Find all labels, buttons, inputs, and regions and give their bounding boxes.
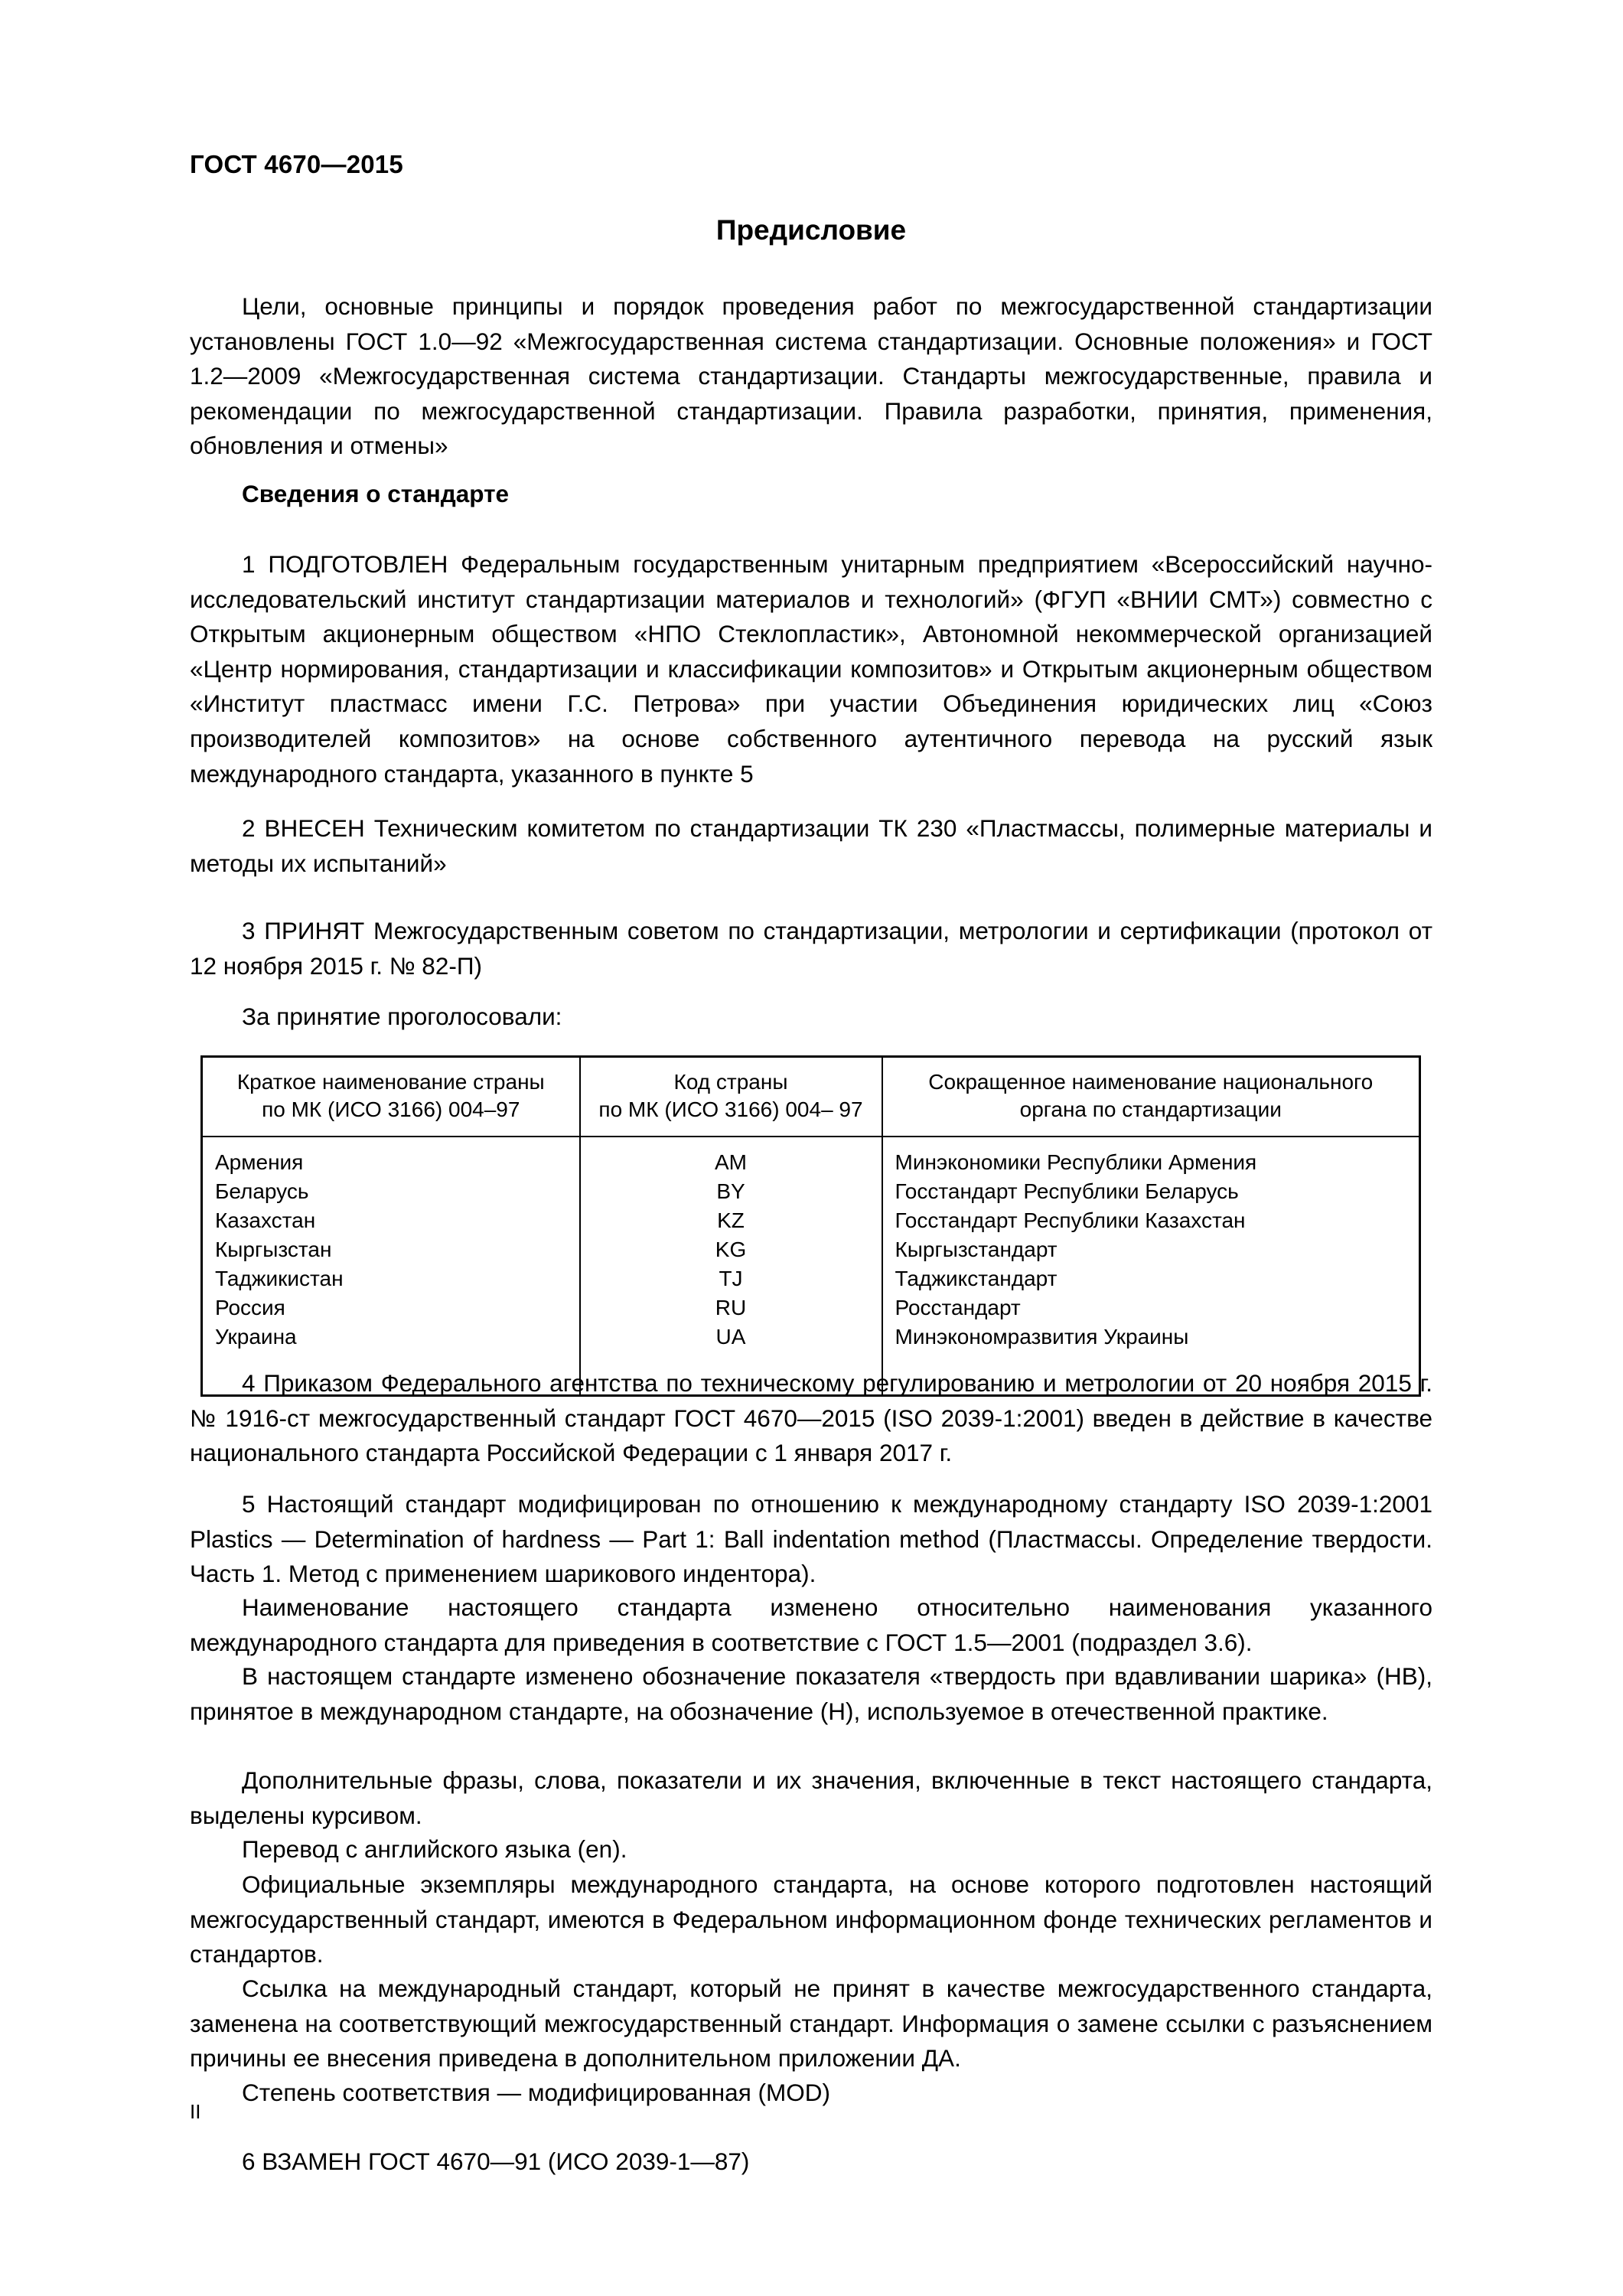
standard-info-item-2: 2 ВНЕСЕН Техническим комитетом по стандартизации ТК 230 «Пластмассы, полимерные материалы и методы их испытаний» (190, 814, 1432, 877)
cell-country: Кыргызстан (202, 1235, 580, 1264)
cell-country: Беларусь (202, 1177, 580, 1206)
cell-body: Госстандарт Республики Казахстан (882, 1206, 1420, 1235)
page-number: II (190, 2100, 201, 2123)
page-title: Предисловие (715, 214, 907, 246)
table-row (202, 1137, 1420, 1177)
intro-paragraph: Цели, основные принципы и порядок проведения работ по межгосударственной стандартизации установлены ГОСТ 1.0—92 «Межгосударственная система стандартизации. Основные положения» и ГОСТ 1.2—2009 «Межгосударственная система стандартизации. Стандарты межгосударственные, правила и рекомендации по межгосударственной стандартизации. Правила разработки, принятия, применения, обновления и отмены» (190, 292, 1432, 460)
column-header-body (882, 1057, 1420, 1137)
cell-country: Украина (202, 1322, 580, 1396)
cell-body: Кыргызстандарт (882, 1235, 1420, 1264)
column-header-body-line1: Сокращенное наименование национального (928, 1070, 1374, 1094)
vote-intro-text: За принятие проголосовали: (242, 1003, 562, 1030)
cell-code: UA (580, 1322, 882, 1396)
column-header-code-line1: Код страны (673, 1070, 788, 1094)
cell-body: Минэкономразвития Украины (882, 1322, 1420, 1396)
cell-country: Казахстан (202, 1206, 580, 1235)
table-row (202, 1206, 1420, 1235)
column-header-country-line1: Краткое наименование страны (236, 1070, 545, 1094)
cell-code: BY (580, 1177, 882, 1206)
standard-info-item-5-paragraph-8: Степень соответствия — модифицированная (MOD) (242, 2079, 830, 2106)
cell-code: RU (580, 1293, 882, 1322)
column-header-code (580, 1057, 882, 1137)
table-row (202, 1293, 1420, 1322)
cell-country: Армения (202, 1137, 580, 1177)
cell-code: KG (580, 1235, 882, 1264)
table-body (202, 1137, 1420, 1396)
table-header-row (202, 1057, 1420, 1137)
standard-info-item-1: 1 ПОДГОТОВЛЕН Федеральным государственным унитарным предприятием «Всероссийский научно-исследовательский институт стандартизации материалов и технологий» (ФГУП «ВНИИ СМТ») совместно с Открытым акционерным обществом «НПО Стеклопластик», Автономной некоммерческой организацией «Центр нормирования, стандартизации и классификации композитов» и Открытым акционерным обществом «Институт пластмасс имени Г.С. Петрова» при участии Объединения юридических лиц «Союз производителей композитов» на основе собственного аутентичного перевода на русский язык международного стандарта, указанного в пункте 5 (190, 550, 1432, 788)
cell-country: Таджикистан (202, 1264, 580, 1293)
cell-country: Россия (202, 1293, 580, 1322)
standard-info-item-6: 6 ВЗАМЕН ГОСТ 4670—91 (ИСО 2039-1—87) (242, 2148, 750, 2175)
standard-info-heading: Сведения о стандарте (242, 480, 510, 507)
cell-body: Минэкономики Республики Армения (882, 1137, 1420, 1177)
table-row (202, 1264, 1420, 1293)
standard-info-item-5-paragraph-5: Перевод с английского языка (en). (242, 1835, 627, 1863)
vote-table (200, 1055, 1421, 1397)
standard-info-item-5-paragraph-2: Наименование настоящего стандарта изменено относительно наименования указанного международного стандарта для приведения в соответствие с ГОСТ 1.5—2001 (подраздел 3.6). (190, 1593, 1432, 1656)
cell-code: AM (580, 1137, 882, 1177)
column-header-body-line2: органа по стандартизации (1019, 1097, 1282, 1121)
standard-info-item-5-paragraph-7: Ссылка на международный стандарт, который не принят в качестве межгосударственного стандарта, заменена на соответствующий межгосударственный стандарт. Информация о замене ссылки с разъяснением причины ее внесения приведена в дополнительном приложении ДА. (190, 1975, 1432, 2073)
running-header: ГОСТ 4670—2015 (190, 150, 403, 178)
column-header-country (202, 1057, 580, 1137)
standard-info-item-5-paragraph-1: 5 Настоящий стандарт модифицирован по отношению к международному стандарту ISO 2039-1:2001 Plastics — Determination of hardness — Part 1: Ball indentation method (Пластмассы. Определение твердости. Часть 1. Метод с применением шарикового индентора). (190, 1490, 1432, 1588)
cell-body: Таджикстандарт (882, 1264, 1420, 1293)
standard-info-item-5-paragraph-6: Официальные экземпляры международного стандарта, на основе которого подготовлен настоящий межгосударственный стандарт, имеются в Федеральном информационном фонде технических регламентов и стандартов. (190, 1870, 1432, 1968)
cell-code: TJ (580, 1264, 882, 1293)
cell-body: Госстандарт Республики Беларусь (882, 1177, 1420, 1206)
table-row (202, 1235, 1420, 1264)
cell-body: Росстандарт (882, 1293, 1420, 1322)
table-row (202, 1177, 1420, 1206)
standard-info-item-5-paragraph-3: В настоящем стандарте изменено обозначение показателя «твердость при вдавливании шарика» (HB), принятое в международном стандарте, на обозначение (H), используемое в отечественной практике. (190, 1662, 1432, 1725)
standard-info-item-3: 3 ПРИНЯТ Межгосударственным советом по стандартизации, метрологии и сертификации (протокол от 12 ноября 2015 г. № 82-П) (190, 917, 1432, 980)
column-header-code-line2: по МК (ИСО 3166) 004– 97 (598, 1097, 863, 1121)
cell-code: KZ (580, 1206, 882, 1235)
standard-info-item-4: 4 Приказом Федерального агентства по техническому регулированию и метрологии от 20 ноября 2015 г. № 1916-ст межгосударственный стандарт ГОСТ 4670—2015 (ISO 2039-1:2001) введен в действие в качестве национального стандарта Российской Федерации с 1 января 2017 г. (190, 1369, 1432, 1467)
column-header-country-line2: по МК (ИСО 3166) 004–97 (262, 1097, 520, 1121)
standard-info-item-5-paragraph-4: Дополнительные фразы, слова, показатели и их значения, включенные в текст настоящего стандарта, выделены курсивом. (190, 1766, 1432, 1829)
